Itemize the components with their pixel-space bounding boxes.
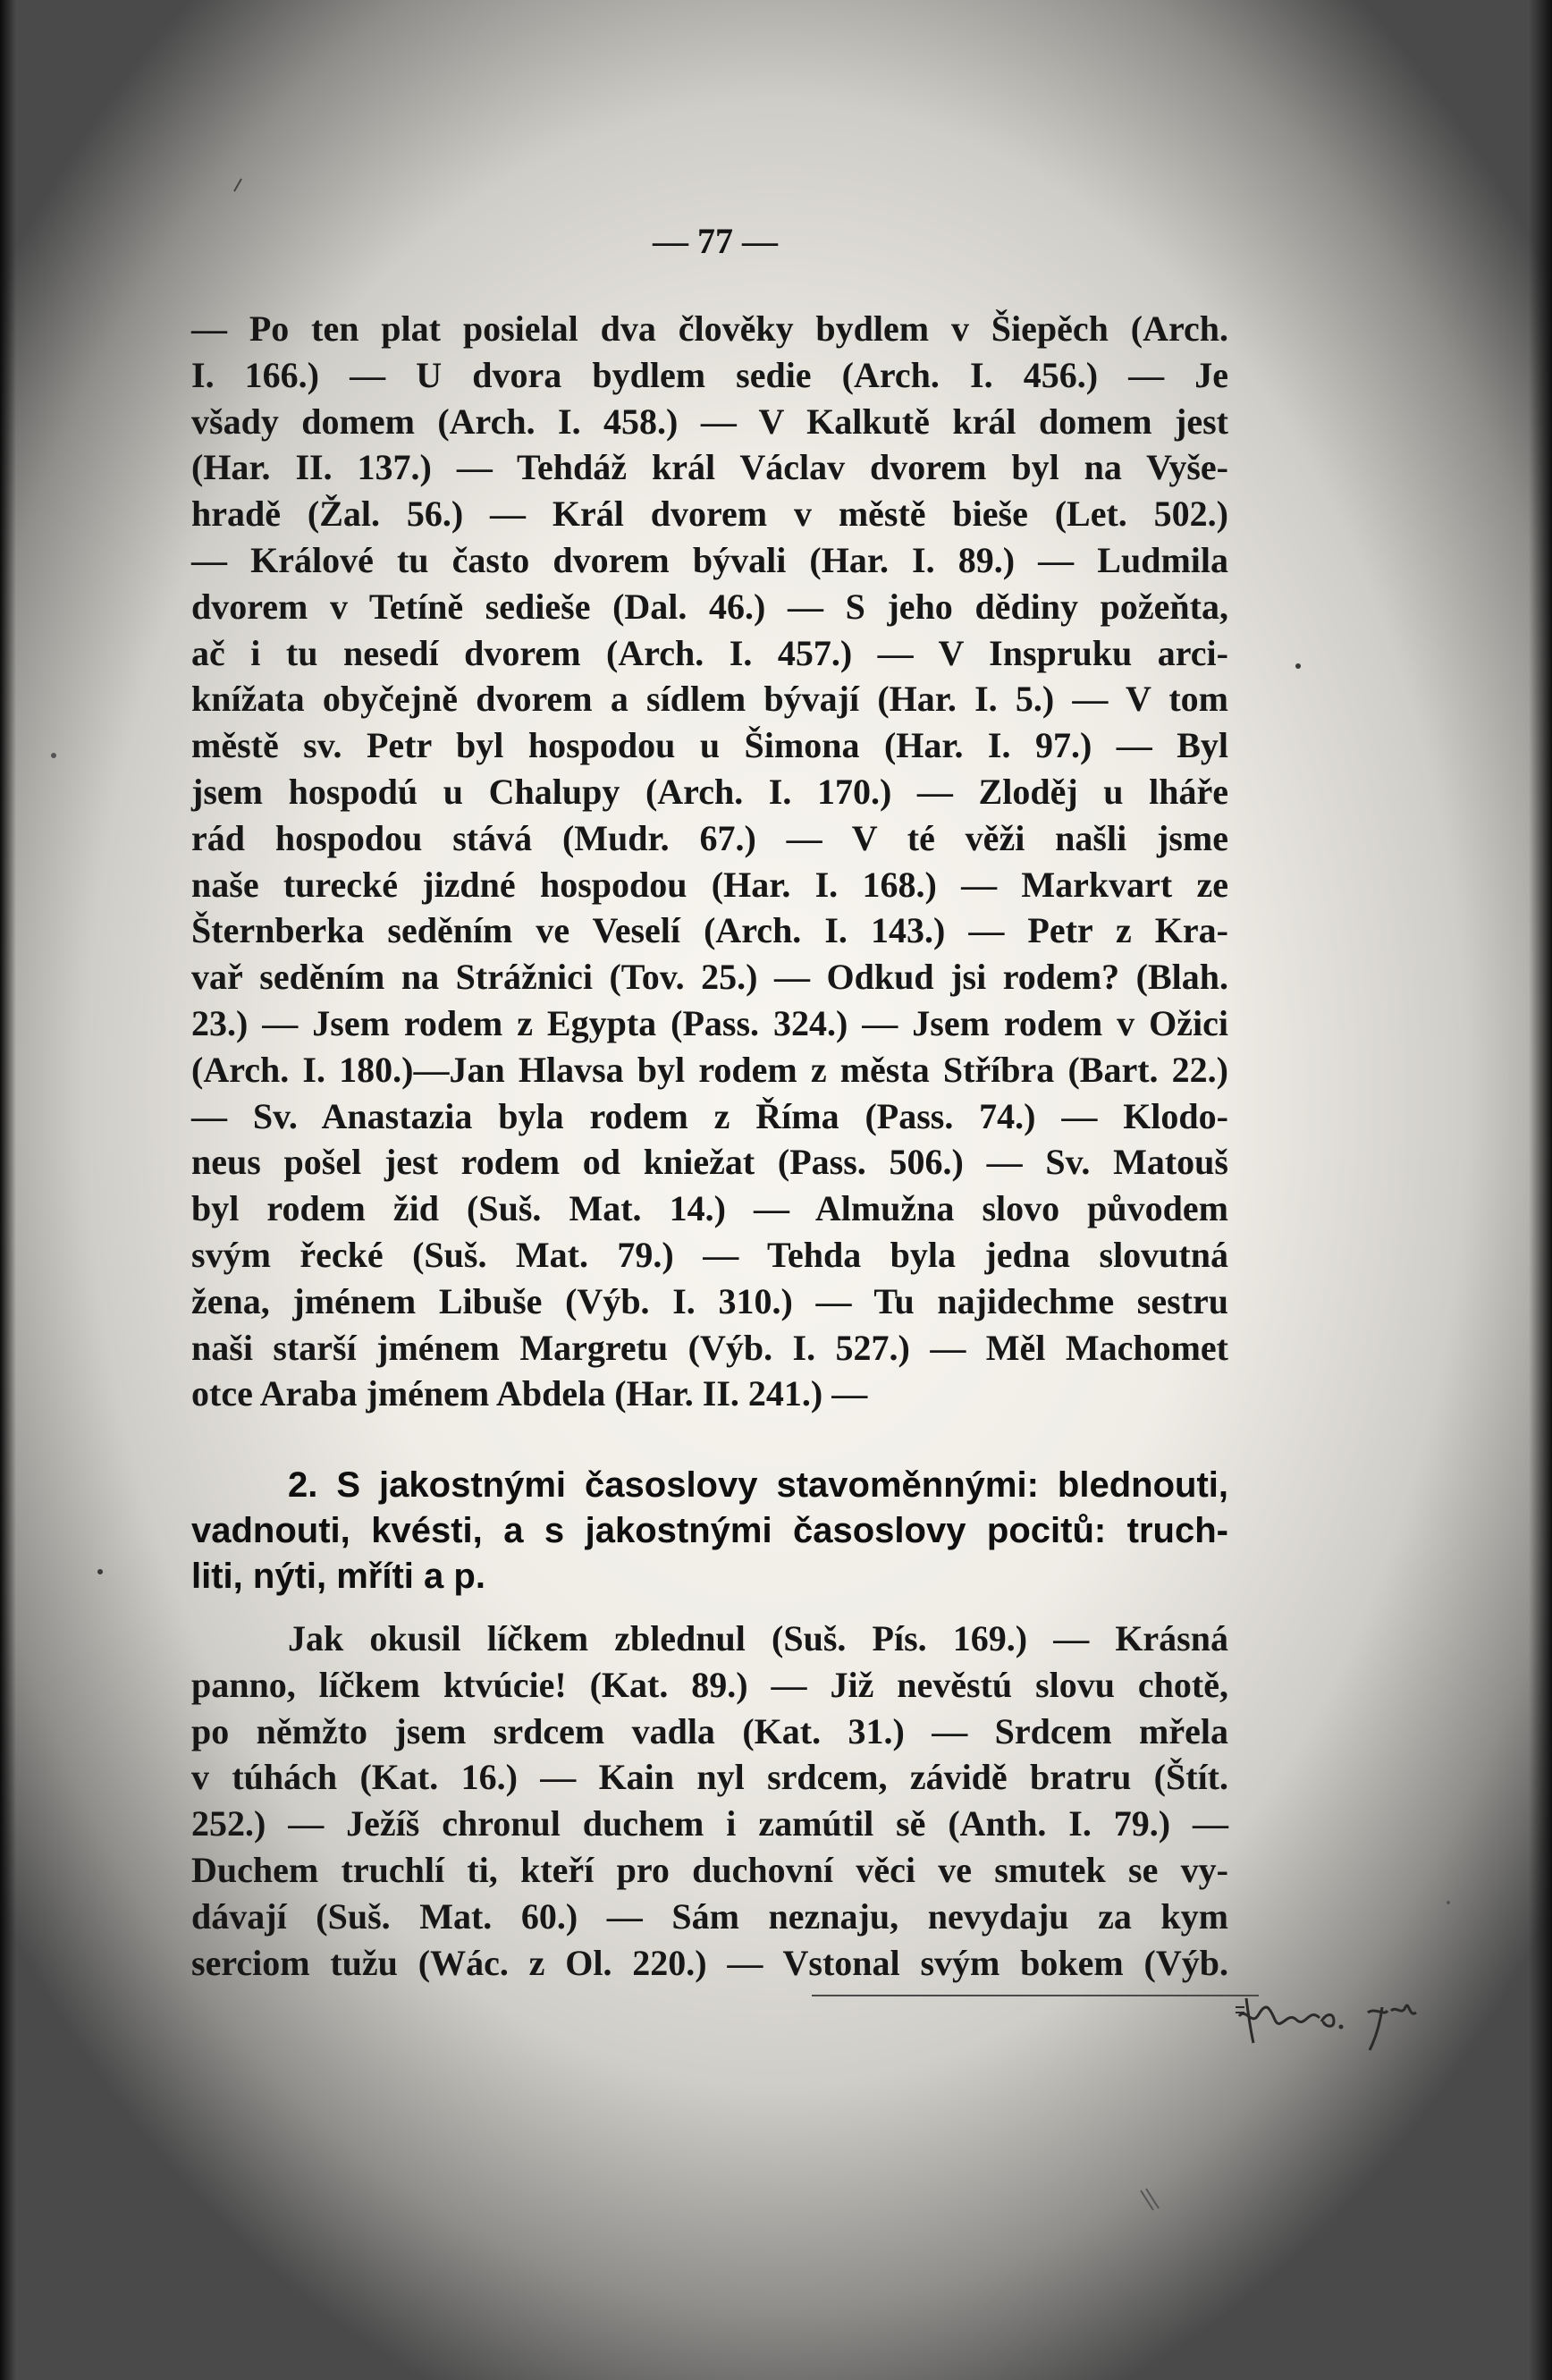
text-line: byl rodem žid (Suš. Mat. 14.) — Almužna slovo původem bbox=[191, 1188, 1228, 1229]
body-text bbox=[191, 306, 1228, 1417]
text-line: naše turecké jizdné hospodou (Har. I. 168.) — Markvart ze bbox=[191, 864, 1228, 905]
heading-line: vadnouti, kvésti, a s jakostnými časoslovy pocitů: truch- bbox=[191, 1511, 1228, 1550]
text-line: otce Araba jménem Abdela (Har. II. 241.) — bbox=[191, 1373, 868, 1414]
text-line: městě sv. Petr byl hospodou u Šimona (Har. I. 97.) — Byl bbox=[191, 725, 1228, 766]
text-line: jsem hospodú u Chalupy (Arch. I. 170.) — Zloděj u lháře bbox=[191, 771, 1228, 812]
scan-shadow-right bbox=[1529, 0, 1552, 2380]
text-line: v túhách (Kat. 16.) — Kain nyl srdcem, závidě bratru (Štít. bbox=[191, 1757, 1228, 1798]
text-line: rád hospodou stává (Mudr. 67.) — V té věži našli jsme bbox=[191, 817, 1228, 858]
text-line: — Sv. Anastazia byla rodem z Říma (Pass. 74.) — Klodo- bbox=[191, 1095, 1228, 1136]
text-line: Duchem truchlí ti, kteří pro duchovní věci ve smutek se vy- bbox=[191, 1849, 1228, 1890]
pencil-underline bbox=[812, 1995, 1259, 1996]
text-line: — Po ten plat posielal dva člověky bydlem v Šiepěch (Arch. bbox=[191, 308, 1228, 349]
text-line: — Králové tu často dvorem bývali (Har. I. 89.) — Ludmila bbox=[191, 539, 1228, 580]
text-line: I. 166.) — U dvora bydlem sedie (Arch. I. 456.) — Je bbox=[191, 354, 1228, 395]
page-number: — 77 — bbox=[653, 221, 778, 261]
text-line: dávají (Suš. Mat. 60.) — Sám neznaju, nevydaju za kym bbox=[191, 1895, 1228, 1937]
text-line: vař seděním na Strážnici (Tov. 25.) — Odkud jsi rodem? (Blah. bbox=[191, 957, 1228, 998]
section-heading bbox=[191, 1463, 1228, 1599]
section-paragraph bbox=[191, 1616, 1228, 1986]
text-line: (Har. II. 137.) — Tehdáž král Václav dvorem byl na Vyše- bbox=[191, 447, 1228, 488]
text-line: Šternberka seděním ve Veselí (Arch. I. 143.) — Petr z Kra- bbox=[191, 910, 1228, 951]
text-line: serciom tužu (Wác. z Ol. 220.) — Vstonal svým bokem (Výb. bbox=[191, 1942, 1228, 1983]
text-line: po němžto jsem srdcem vadla (Kat. 31.) — Srdcem mřela bbox=[191, 1710, 1228, 1751]
text-line: žena, jménem Libuše (Výb. I. 310.) — Tu najidechme sestru bbox=[191, 1280, 1228, 1321]
heading-line: liti, nýti, mříti a p. bbox=[191, 1557, 485, 1596]
text-line: knížata obyčejně dvorem a sídlem bývají (Har. I. 5.) — V tom bbox=[191, 679, 1228, 720]
text-line: hradě (Žal. 56.) — Král dvorem v městě bieše (Let. 502.) bbox=[191, 494, 1228, 535]
text-line: 23.) — Jsem rodem z Egypta (Pass. 324.) — Jsem rodem v Ožici bbox=[191, 1002, 1228, 1043]
text-line: ač i tu nesedí dvorem (Arch. I. 457.) — V Inspruku arci- bbox=[191, 632, 1228, 673]
handwritten-margin-note bbox=[1234, 1980, 1502, 2061]
text-line: naši starší jménem Margretu (Výb. I. 527.) — Měl Machomet bbox=[191, 1327, 1228, 1368]
heading-line: 2. S jakostnými časoslovy stavoměnnými: blednouti, bbox=[288, 1465, 1228, 1505]
text-line: panno, líčkem ktvúcie! (Kat. 89.) — Již nevěstú slovu chotě, bbox=[191, 1664, 1228, 1705]
text-line: (Arch. I. 180.)—Jan Hlavsa byl rodem z města Stříbra (Bart. 22.) bbox=[191, 1049, 1228, 1090]
scan-shadow-left bbox=[0, 0, 16, 2380]
text-line: dvorem v Tetíně sedieše (Dal. 46.) — S jeho dědiny požeňta, bbox=[191, 586, 1228, 627]
text-line: Jak okusil líčkem zblednul (Suš. Pís. 169.) — Krásná bbox=[288, 1618, 1228, 1658]
text-line: neus pošel jest rodem od kniežat (Pass. 506.) — Sv. Matouš bbox=[191, 1142, 1228, 1183]
text-line: svým řecké (Suš. Mat. 79.) — Tehda byla jedna slovutná bbox=[191, 1234, 1228, 1275]
text-line: 252.) — Ježíš chronul duchem i zamútil sě (Anth. I. 79.) — bbox=[191, 1803, 1228, 1844]
text-line: všady domem (Arch. I. 458.) — V Kalkutě král domem jest bbox=[191, 401, 1228, 442]
